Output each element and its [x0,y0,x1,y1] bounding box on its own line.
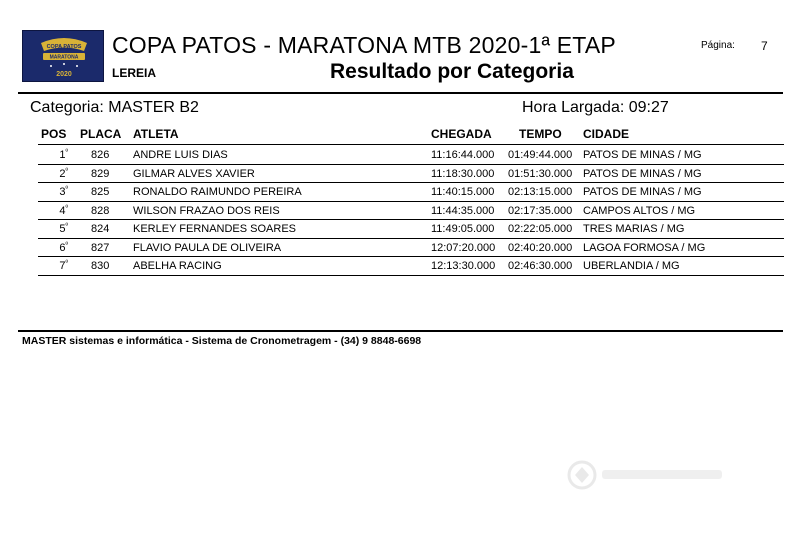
cell-cidade: UBERLANDIA / MG [583,260,680,272]
cell-chegada: 11:44:35.000 [431,204,495,217]
cell-pos: $6^º$ [59,241,68,254]
subtitle-left: LEREIA [112,66,157,80]
cell-placa: 824 [91,223,110,235]
event-logo-graphic [23,31,104,82]
col-header-placa: PLACA [80,127,122,141]
cell-pos: $2^º$ [59,167,68,180]
col-header-atleta: ATLETA [133,127,179,141]
cell-cidade: PATOS DE MINAS / MG [583,186,702,198]
report-title: COPA PATOS - MARATONA MTB 2020-1ª ETAP [112,32,616,58]
cell-atleta: ABELHA RACING [133,260,222,272]
cell-atleta: ANDRE LUIS DIAS [133,149,228,161]
event-logo [22,30,104,82]
report-subtitle: Resultado por Categoria [330,60,574,83]
cell-tempo: 01:49:44.000 [508,149,573,161]
cell-pos: $7^º$ [59,260,68,272]
cell-chegada: 11:16:44.000 [431,149,495,161]
cell-chegada: 12:13:30.000 [431,260,496,272]
cell-tempo: 02:22:05.000 [508,223,573,235]
page-label: Página: [701,40,735,51]
cell-tempo: 01:51:30.000 [508,167,573,180]
cell-pos: $3^º$ [59,186,68,198]
cell-cidade: PATOS DE MINAS / MG [583,167,702,180]
cell-cidade: TRES MARIAS / MG [583,223,685,235]
table-row [38,238,784,258]
logo-line2: MARATONA [49,54,79,61]
col-header-pos: POS [41,127,67,141]
footer-divider [18,330,783,332]
col-header-chegada: CHEGADA [431,127,492,141]
col-header-tempo: TEMPO [519,127,562,141]
cell-pos: $5^º$ [59,223,68,235]
table-row [38,164,784,184]
cell-placa: 827 [91,241,110,254]
col-header-cidade: CIDADE [583,127,630,141]
cell-pos: $4^º$ [59,204,68,217]
category-label: Categoria: MASTER B2 [30,99,199,116]
cell-placa: 825 [91,186,110,198]
cell-placa: 828 [91,204,110,217]
cell-atleta: GILMAR ALVES XAVIER [133,167,255,180]
watermark-logo [566,455,736,500]
logo-line1: COPA PATOS [46,44,82,50]
table-row [38,201,784,221]
cell-chegada: 11:40:15.000 [431,186,495,198]
cell-tempo: 02:13:15.000 [508,186,573,198]
cell-cidade: PATOS DE MINAS / MG [583,149,702,161]
header-divider [18,92,783,94]
cell-pos: $1^º$ [59,149,68,161]
page-number: 7 [761,39,768,53]
cell-atleta: KERLEY FERNANDES SOARES [133,223,297,235]
footer-credits: MASTER sistemas e informática - Sistema de Cronometragem - (34) 9 8848-6698 [22,335,422,347]
cell-tempo: 02:17:35.000 [508,204,573,217]
cell-placa: 829 [91,167,110,180]
logo-year: 2020 [56,71,72,78]
cell-atleta: RONALDO RAIMUNDO PEREIRA [133,186,302,198]
cell-tempo: 02:46:30.000 [508,260,573,272]
cell-placa: 830 [91,260,110,272]
table-row [38,145,784,165]
cell-chegada: 11:18:30.000 [431,167,495,180]
cell-cidade: LAGOA FORMOSA / MG [583,241,706,254]
cell-placa: 826 [91,149,110,161]
table-row [38,219,784,239]
start-time-label: Hora Largada: 09:27 [522,99,669,116]
cell-atleta: FLAVIO PAULA DE OLIVEIRA [133,241,282,254]
cell-tempo: 02:40:20.000 [508,241,573,254]
cell-chegada: 11:49:05.000 [431,223,495,235]
cell-cidade: CAMPOS ALTOS / MG [583,204,696,217]
cell-chegada: 12:07:20.000 [431,241,496,254]
watermark-icon [566,455,736,495]
table-row [38,256,784,276]
table-row [38,182,784,202]
cell-atleta: WILSON FRAZAO DOS REIS [133,204,280,217]
